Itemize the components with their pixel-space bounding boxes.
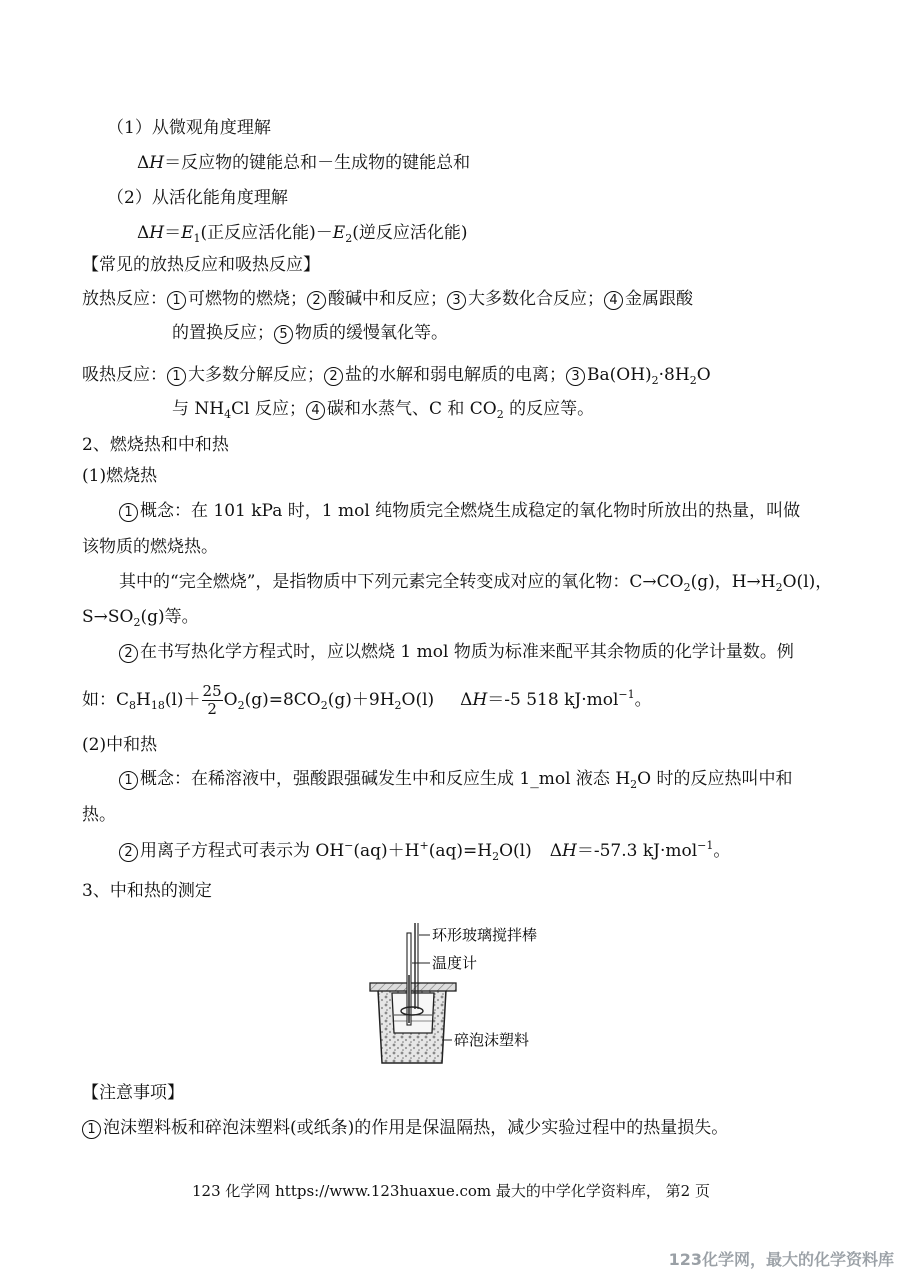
line-19 <box>119 768 793 790</box>
text: (逆反应活化能) <box>352 223 468 243</box>
line-8 <box>82 364 711 386</box>
text: H <box>149 223 165 243</box>
text: Δ <box>137 153 150 173</box>
text: 的置换反应； <box>172 323 274 343</box>
text: (g)=8CO <box>244 690 321 710</box>
text: 2 <box>496 408 504 421</box>
text: 2 <box>394 699 402 712</box>
text: H <box>149 153 165 173</box>
label-thermometer: 温度计 <box>432 954 478 972</box>
line-7 <box>172 322 448 344</box>
circle-number: 2 <box>324 367 343 386</box>
text: Cl 反应； <box>231 399 306 419</box>
subsection-title-2: (2)中和热 <box>82 735 158 755</box>
text: − <box>344 839 354 852</box>
section-3-title: 3、中和热的测定 <box>82 881 212 901</box>
text: ＝反应物的键能总和－生成物的键能总和 <box>164 153 471 173</box>
circle-number: 1 <box>167 291 186 310</box>
text: 在书写热化学方程式时，应以燃烧 1 mol 物质为标准来配平其余物质的化学计量数。例 <box>140 642 794 662</box>
text: 大多数化合反应； <box>468 289 604 309</box>
text: 2 <box>651 374 659 387</box>
text: H <box>136 690 151 710</box>
text: + <box>419 839 429 852</box>
text: 2 <box>775 581 783 594</box>
section-heading: 【常见的放热反应和吸热反应】 <box>82 255 320 275</box>
text: 盐的水解和弱电解质的电离； <box>345 365 566 385</box>
text: −1 <box>697 839 714 852</box>
text: 金属跟酸 <box>625 289 693 309</box>
label-stirrer: 环形玻璃搅拌棒 <box>432 926 538 944</box>
text: (aq)=H <box>428 841 493 861</box>
text: (aq)＋H <box>353 841 420 861</box>
text: 与 NH <box>172 399 225 419</box>
text: ＝-5 518 kJ·mol <box>487 690 619 710</box>
text: 1 <box>193 232 201 245</box>
text: O <box>696 365 711 385</box>
page-footer: 123 化学网 https://www.123huaxue.com 最大的中学化学资料库， 第2 页 <box>191 1182 710 1200</box>
text: 。 <box>713 841 731 861</box>
text: ·8H <box>658 365 690 385</box>
text: (l)＋ <box>164 690 201 710</box>
text: −1 <box>618 688 635 701</box>
text: H <box>472 690 488 710</box>
line-24 <box>82 1117 728 1139</box>
text: 概念：在 101 kPa 时，1 mol 纯物质完全燃烧生成稳定的氧化物时所放出的热量，叫做 <box>140 501 801 521</box>
line-3: （2）从活化能角度理解 <box>107 188 288 208</box>
circle-number: 3 <box>447 291 466 310</box>
equation-line <box>82 680 652 720</box>
text: (g)，H→H <box>690 572 776 592</box>
numerator: 25 <box>202 682 222 700</box>
text: 2 <box>133 616 141 629</box>
line-15 <box>82 606 199 628</box>
line-20: 热。 <box>82 805 116 825</box>
text: 8 <box>129 699 137 712</box>
line-4 <box>137 222 467 244</box>
subsection-title: (1)燃烧热 <box>82 466 158 486</box>
text: 2 <box>683 581 691 594</box>
text: Δ <box>137 223 150 243</box>
calorimeter-figure <box>360 915 560 1075</box>
text: 概念：在稀溶液中，强酸跟强碱发生中和反应生成 1_mol 液态 H <box>140 769 631 789</box>
circle-number: 2 <box>119 843 138 862</box>
text: 2 <box>320 699 328 712</box>
text: (g)等。 <box>140 607 199 627</box>
label-foam: 碎泡沫塑料 <box>454 1031 530 1049</box>
text: O 时的反应热叫中和 <box>637 769 793 789</box>
text: (正反应活化能)－ <box>200 223 333 243</box>
text: 。 <box>634 690 652 710</box>
line-12 <box>119 500 800 522</box>
text: Δ <box>549 841 562 861</box>
circle-number: 1 <box>167 367 186 386</box>
text: 2 <box>492 850 500 863</box>
text: 吸热反应： <box>82 365 167 385</box>
text: ＝ <box>164 223 182 243</box>
circle-number: 1 <box>119 771 138 790</box>
line-21 <box>119 840 730 862</box>
text: 如：C <box>82 690 130 710</box>
line-6 <box>82 288 693 310</box>
circle-number: 4 <box>306 401 325 420</box>
text: E <box>181 223 194 243</box>
text: H <box>562 841 577 861</box>
text: 用离子方程式可表示为 OH <box>140 841 345 861</box>
text: 可燃物的燃烧； <box>188 289 307 309</box>
line-13: 该物质的燃烧热。 <box>82 537 218 557</box>
text: O(l)， <box>782 572 833 592</box>
text: E <box>332 223 346 243</box>
text: 碳和水蒸气、C 和 CO <box>326 399 497 419</box>
watermark: 123化学网，最大的化学资料库 <box>668 1250 894 1269</box>
fraction <box>202 683 223 718</box>
inner-beaker <box>392 993 434 1033</box>
line-9 <box>172 398 594 420</box>
denominator: 2 <box>207 700 217 718</box>
circle-number: 1 <box>82 1120 101 1139</box>
circle-number: 2 <box>119 644 138 663</box>
text: O <box>223 690 238 710</box>
text: 2 <box>689 374 697 387</box>
line-1: （1）从微观角度理解 <box>107 118 271 138</box>
text: 其中的“完全燃烧”，是指物质中下列元素完全转变成对应的氧化物：C→CO <box>119 572 684 592</box>
circle-number: 2 <box>307 291 326 310</box>
text: 放热反应： <box>82 289 167 309</box>
text: 酸碱中和反应； <box>328 289 447 309</box>
text: 泡沫塑料板和碎泡沫塑料(或纸条)的作用是保温隔热，减少实验过程中的热量损失。 <box>103 1118 729 1138</box>
line-16 <box>119 641 794 663</box>
foam-lid <box>370 983 456 991</box>
text: 4 <box>224 408 232 421</box>
text: (g)＋9H <box>327 690 395 710</box>
circle-number: 3 <box>566 367 585 386</box>
text: 物质的缓慢氧化等。 <box>295 323 448 343</box>
text: O(l) <box>401 690 435 710</box>
line-2 <box>137 152 470 174</box>
text: Δ <box>460 690 473 710</box>
circle-number: 4 <box>604 291 623 310</box>
text: 18 <box>150 699 165 712</box>
notes-heading: 【注意事项】 <box>82 1083 184 1103</box>
line-14 <box>119 571 832 593</box>
text: 2 <box>345 232 353 245</box>
text: O(l) <box>499 841 532 861</box>
text: 2 <box>237 699 245 712</box>
text: 2 <box>630 778 638 791</box>
text: Ba(OH) <box>587 365 652 385</box>
circle-number: 1 <box>119 503 138 522</box>
text: 大多数分解反应； <box>188 365 324 385</box>
text: 的反应等。 <box>503 399 595 419</box>
section-2-title: 2、燃烧热和中和热 <box>82 435 229 455</box>
circle-number: 5 <box>274 325 293 344</box>
text: ＝-57.3 kJ·mol <box>576 841 698 861</box>
text: S→SO <box>82 607 134 627</box>
